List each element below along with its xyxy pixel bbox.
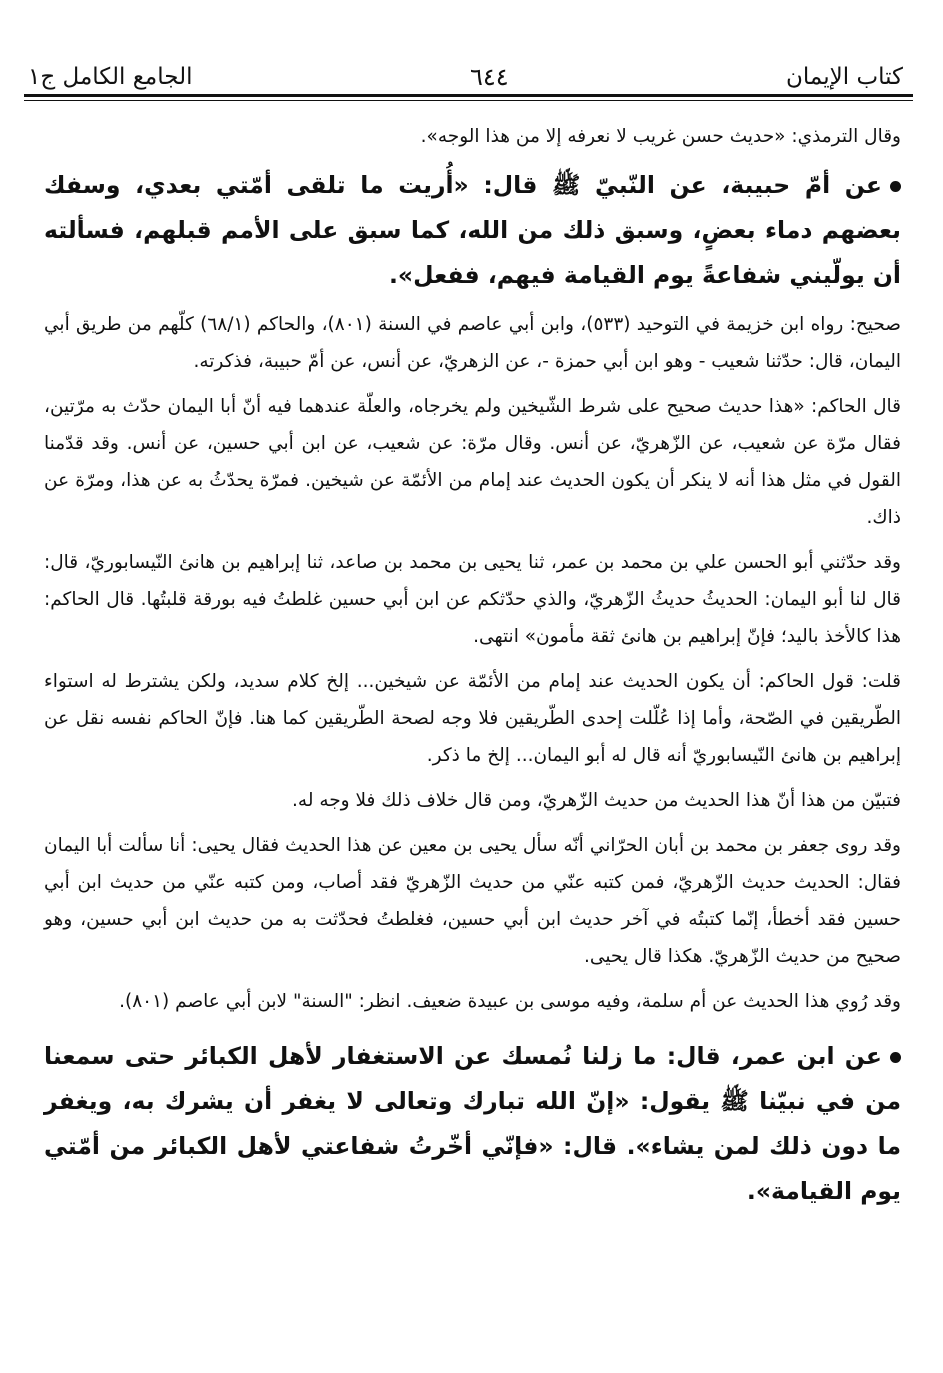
page-number: ٦٤٤ [469,63,509,91]
page-body [44,118,901,1222]
hadith-text: عن أمّ حبيبة، عن النّبيّ ﷺ قال: «أُريت ما تلقى أمّتي بعدي، وسفك بعضهم دماء بعضٍ، وسبق ذلك من الله، كما سبق على الأمم قبلهم، فسألته أن يولّيني شفاعةً يوم القيامة فيهم، ففعل». [44,171,901,289]
hakim-quote-paragraph [44,388,901,536]
bullet-icon [890,181,901,192]
paragraph-text: وقد رُوي هذا الحديث عن أم سلمة، وفيه موسى بن عبيدة ضعيف. انظر: "السنة" لابن أبي عاصم (٨٠١). [119,991,901,1012]
bullet-icon [890,1052,901,1063]
chapter-title: كتاب الإيمان [786,64,903,90]
paragraph-text: قلت: قول الحاكم: أن يكون الحديث عند إمام من الأئمّة عن شيخين... إلخ كلام سديد، ولكن يشترط له استواء الطّريقين في الصّحة، وأما إذا عُلّلت إحدى الطّريقين فلا وجه لصحة الطّريقين كما هنا. فإنّ الحاكم نفسه نقل عن إبراهيم بن هانئ النّيسابوريّ أنه قال له أبو اليمان... إلخ ما ذكر. [44,671,901,766]
hadith-umm-habiba [44,163,901,298]
paragraph-text: وقد روى جعفر بن محمد بن أبان الحرّاني أنّه سأل يحيى بن معين عن هذا الحديث فقال يحيى: أنا سألت أبا اليمان فقال: الحديث حديث الزّهريّ، فمن كتبه عنّي من حديث الزّهريّ فقد أصاب، ومن كتبه عنّي من حديث ابن أبي حسين فقد أخطأ، إنّما كتبتُه في آخر حديث ابن أبي حسين، فغلطتُ فحدّثت به من حديث ابن أبي حسين، وهو صحيح من حديث الزّهريّ. هكذا قال يحيى. [44,835,901,967]
paragraph-text: وقد حدّثني أبو الحسن علي بن محمد بن عمر، ثنا يحيى بن محمد بن صاعد، ثنا إبراهيم بن هانئ النّيسابوريّ، قال: قال لنا أبو اليمان: الحديثُ حديثُ الزّهريّ، والذي حدّثكم عن ابن أبي حسين غلطتُ فيه بورقة قلبتُها. قال الحاكم: هذا كالأخذ باليد؛ فإنّ إبراهيم بن هانئ ثقة مأمون» انتهى. [44,552,901,647]
tirmidhi-comment [44,118,901,155]
paragraph-text: فتبيّن من هذا أنّ هذا الحديث من حديث الزّهريّ، ومن قال خلاف ذلك فلا وجه له. [292,790,901,811]
author-comment-paragraph [44,663,901,774]
header-rule-thick [24,94,913,97]
hakim-isnad-paragraph [44,544,901,655]
header-rule-thin [24,100,913,101]
page-header [28,58,903,92]
conclusion-paragraph [44,782,901,819]
hadith-ibn-umar [44,1034,901,1214]
paragraph-text: صحيح: رواه ابن خزيمة في التوحيد (٥٣٣)، وابن أبي عاصم في السنة (٨٠١)، والحاكم (٦٨/١) كلّهم من طريق أبي اليمان، قال: حدّثنا شعيب - وهو ابن أبي حمزة -، عن الزهريّ، عن أنس، عن أمّ حبيبة، فذكرته. [44,314,901,372]
paragraph-text: وقال الترمذي: «حديث حسن غريب لا نعرفه إلا من هذا الوجه». [420,126,901,147]
hadith-text: عن ابن عمر، قال: ما زلنا نُمسك عن الاستغفار لأهل الكبائر حتى سمعنا من في نبيّنا ﷺ يقول: «إنّ الله تبارك وتعالى لا يغفر أن يشرك به، ويغفر ما دون ذلك لمن يشاء». قال: «فإنّي أخّرتُ شفاعتي لأهل الكبائر من أمّتي يوم القيامة». [44,1042,901,1205]
paragraph-text: قال الحاكم: «هذا حديث صحيح على شرط الشّيخين ولم يخرجاه، والعلّة عندهما فيه أنّ أبا اليمان حدّث به مرّتين، فقال مرّة عن شعيب، عن الزّهريّ، عن أنس. وقال مرّة: عن شعيب، عن ابن أبي حسين، عن أنس. وقد قدّمنا القول في مثل هذا أنه لا ينكر أن يكون الحديث عند إمام من الأئمّة عن شيخين. فمرّة يحدّثُ به عن هذا، ومرّة عن ذاك. [44,396,901,528]
book-title: الجامع الكامل ج١ [28,64,193,90]
ibn-maeen-paragraph [44,827,901,975]
takhrij-paragraph [44,306,901,380]
umm-salama-note [44,983,901,1020]
